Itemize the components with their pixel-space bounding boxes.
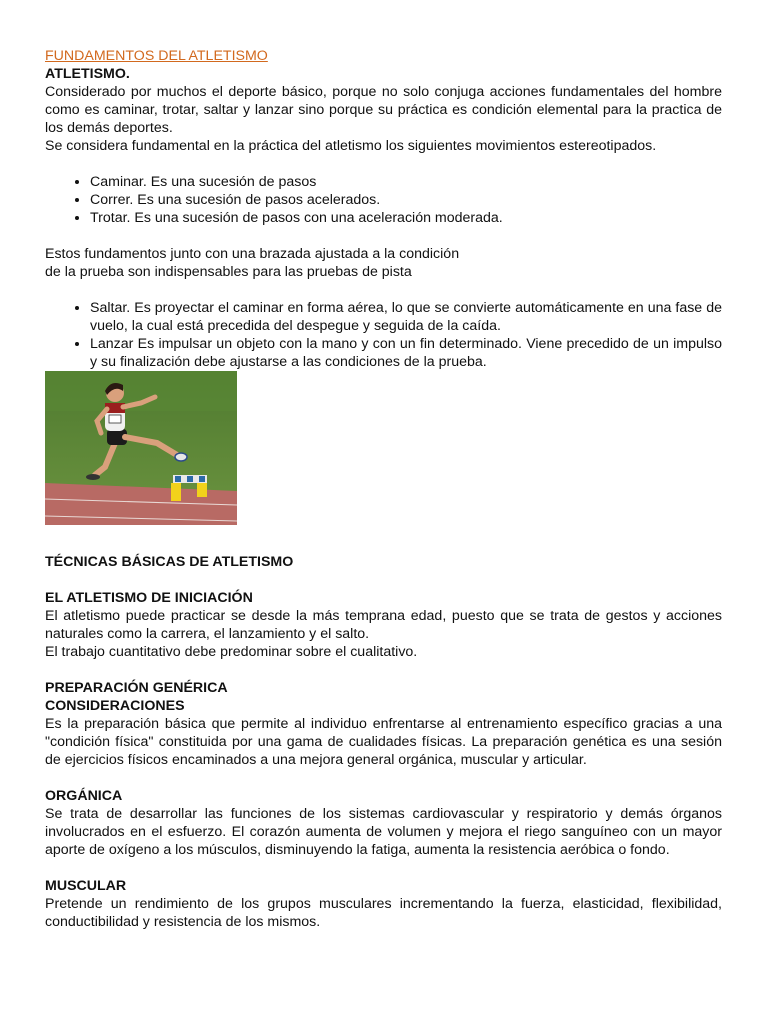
jump-throw-list [45, 299, 722, 371]
spacer [45, 525, 722, 553]
list-item: • Lanzar Es impulsar un objeto con la mano y con un fin determinado. Viene precedido de un impulso y su finalización debe ajustarse a las condiciones de la prueba. [90, 335, 722, 371]
generic-preparation-paragraph: Es la preparación básica que permite al individuo enfrentarse al entrenamiento específico gracias a una "condición física" constituida por una gama de cualidades físicas. La preparación genética es una sesión de ejercicios físicos encaminados a una mejora general orgánica, muscular y articular. [45, 716, 722, 768]
movements-list [45, 173, 722, 227]
list-item: • Caminar. Es una sucesión de pasos [90, 173, 722, 191]
spacer [45, 769, 722, 787]
document-title-link[interactable]: FUNDAMENTOS DEL ATLETISMO [45, 48, 268, 64]
atletismo-heading: ATLETISMO. [45, 66, 130, 82]
intro-paragraph: Considerado por muchos el deporte básico, porque no solo conjuga acciones fundamentales del hombre como es caminar, trotar, saltar y lanzar sino porque su práctica es condición elemental para la practica de los demás deportes. [45, 84, 722, 136]
fundamental-movements-paragraph: Se considera fundamental en la práctica del atletismo los siguientes movimientos estereotipados. [45, 138, 657, 154]
muscular-paragraph: Pretende un rendimiento de los grupos musculares incrementando la fuerza, elasticidad, flexibilidad, conductibilidad y resistencia de los mismos. [45, 896, 722, 930]
spacer [45, 859, 722, 877]
techniques-heading: TÉCNICAS BÁSICAS DE ATLETISMO [45, 554, 294, 570]
document-page [45, 47, 722, 931]
list-item: • Saltar. Es proyectar el caminar en forma aérea, lo que se convierte automáticamente en una fase de vuelo, la cual está precedida del despegue y seguida de la caída. [90, 299, 722, 335]
list-item: • Trotar. Es una sucesión de pasos con una aceleración moderada. [90, 209, 722, 227]
track-events-paragraph [45, 245, 722, 281]
track-events-line-2: de la prueba son indispensables para las pruebas de pista [45, 264, 412, 280]
initiation-heading: EL ATLETISMO DE INICIACIÓN [45, 590, 253, 606]
hurdler-photo [45, 371, 237, 525]
quantitative-paragraph: El trabajo cuantitativo debe predominar sobre el cualitativo. [45, 644, 418, 660]
initiation-paragraph: El atletismo puede practicar se desde la más temprana edad, puesto que se trata de gestos y acciones naturales como la carrera, el lanzamiento y el salto. [45, 608, 722, 642]
generic-preparation-heading: PREPARACIÓN GENÉRICA [45, 680, 228, 696]
spacer [45, 571, 722, 589]
organic-paragraph: Se trata de desarrollar las funciones de los sistemas cardiovascular y respiratorio y demás órganos involucrados en el esfuerzo. El corazón aumenta de volumen y mejora el riego sanguíneo con un mayor aporte de oxígeno a los músculos, disminuyendo la fatiga, aumenta la resistencia aeróbica o fondo. [45, 806, 722, 858]
spacer [45, 661, 722, 679]
list-item: • Correr. Es una sucesión de pasos acelerados. [90, 191, 722, 209]
organic-heading: ORGÁNICA [45, 788, 123, 804]
track-events-line-1: Estos fundamentos junto con una brazada ajustada a la condición [45, 246, 460, 262]
muscular-heading: MUSCULAR [45, 878, 127, 894]
considerations-heading: CONSIDERACIONES [45, 698, 185, 714]
